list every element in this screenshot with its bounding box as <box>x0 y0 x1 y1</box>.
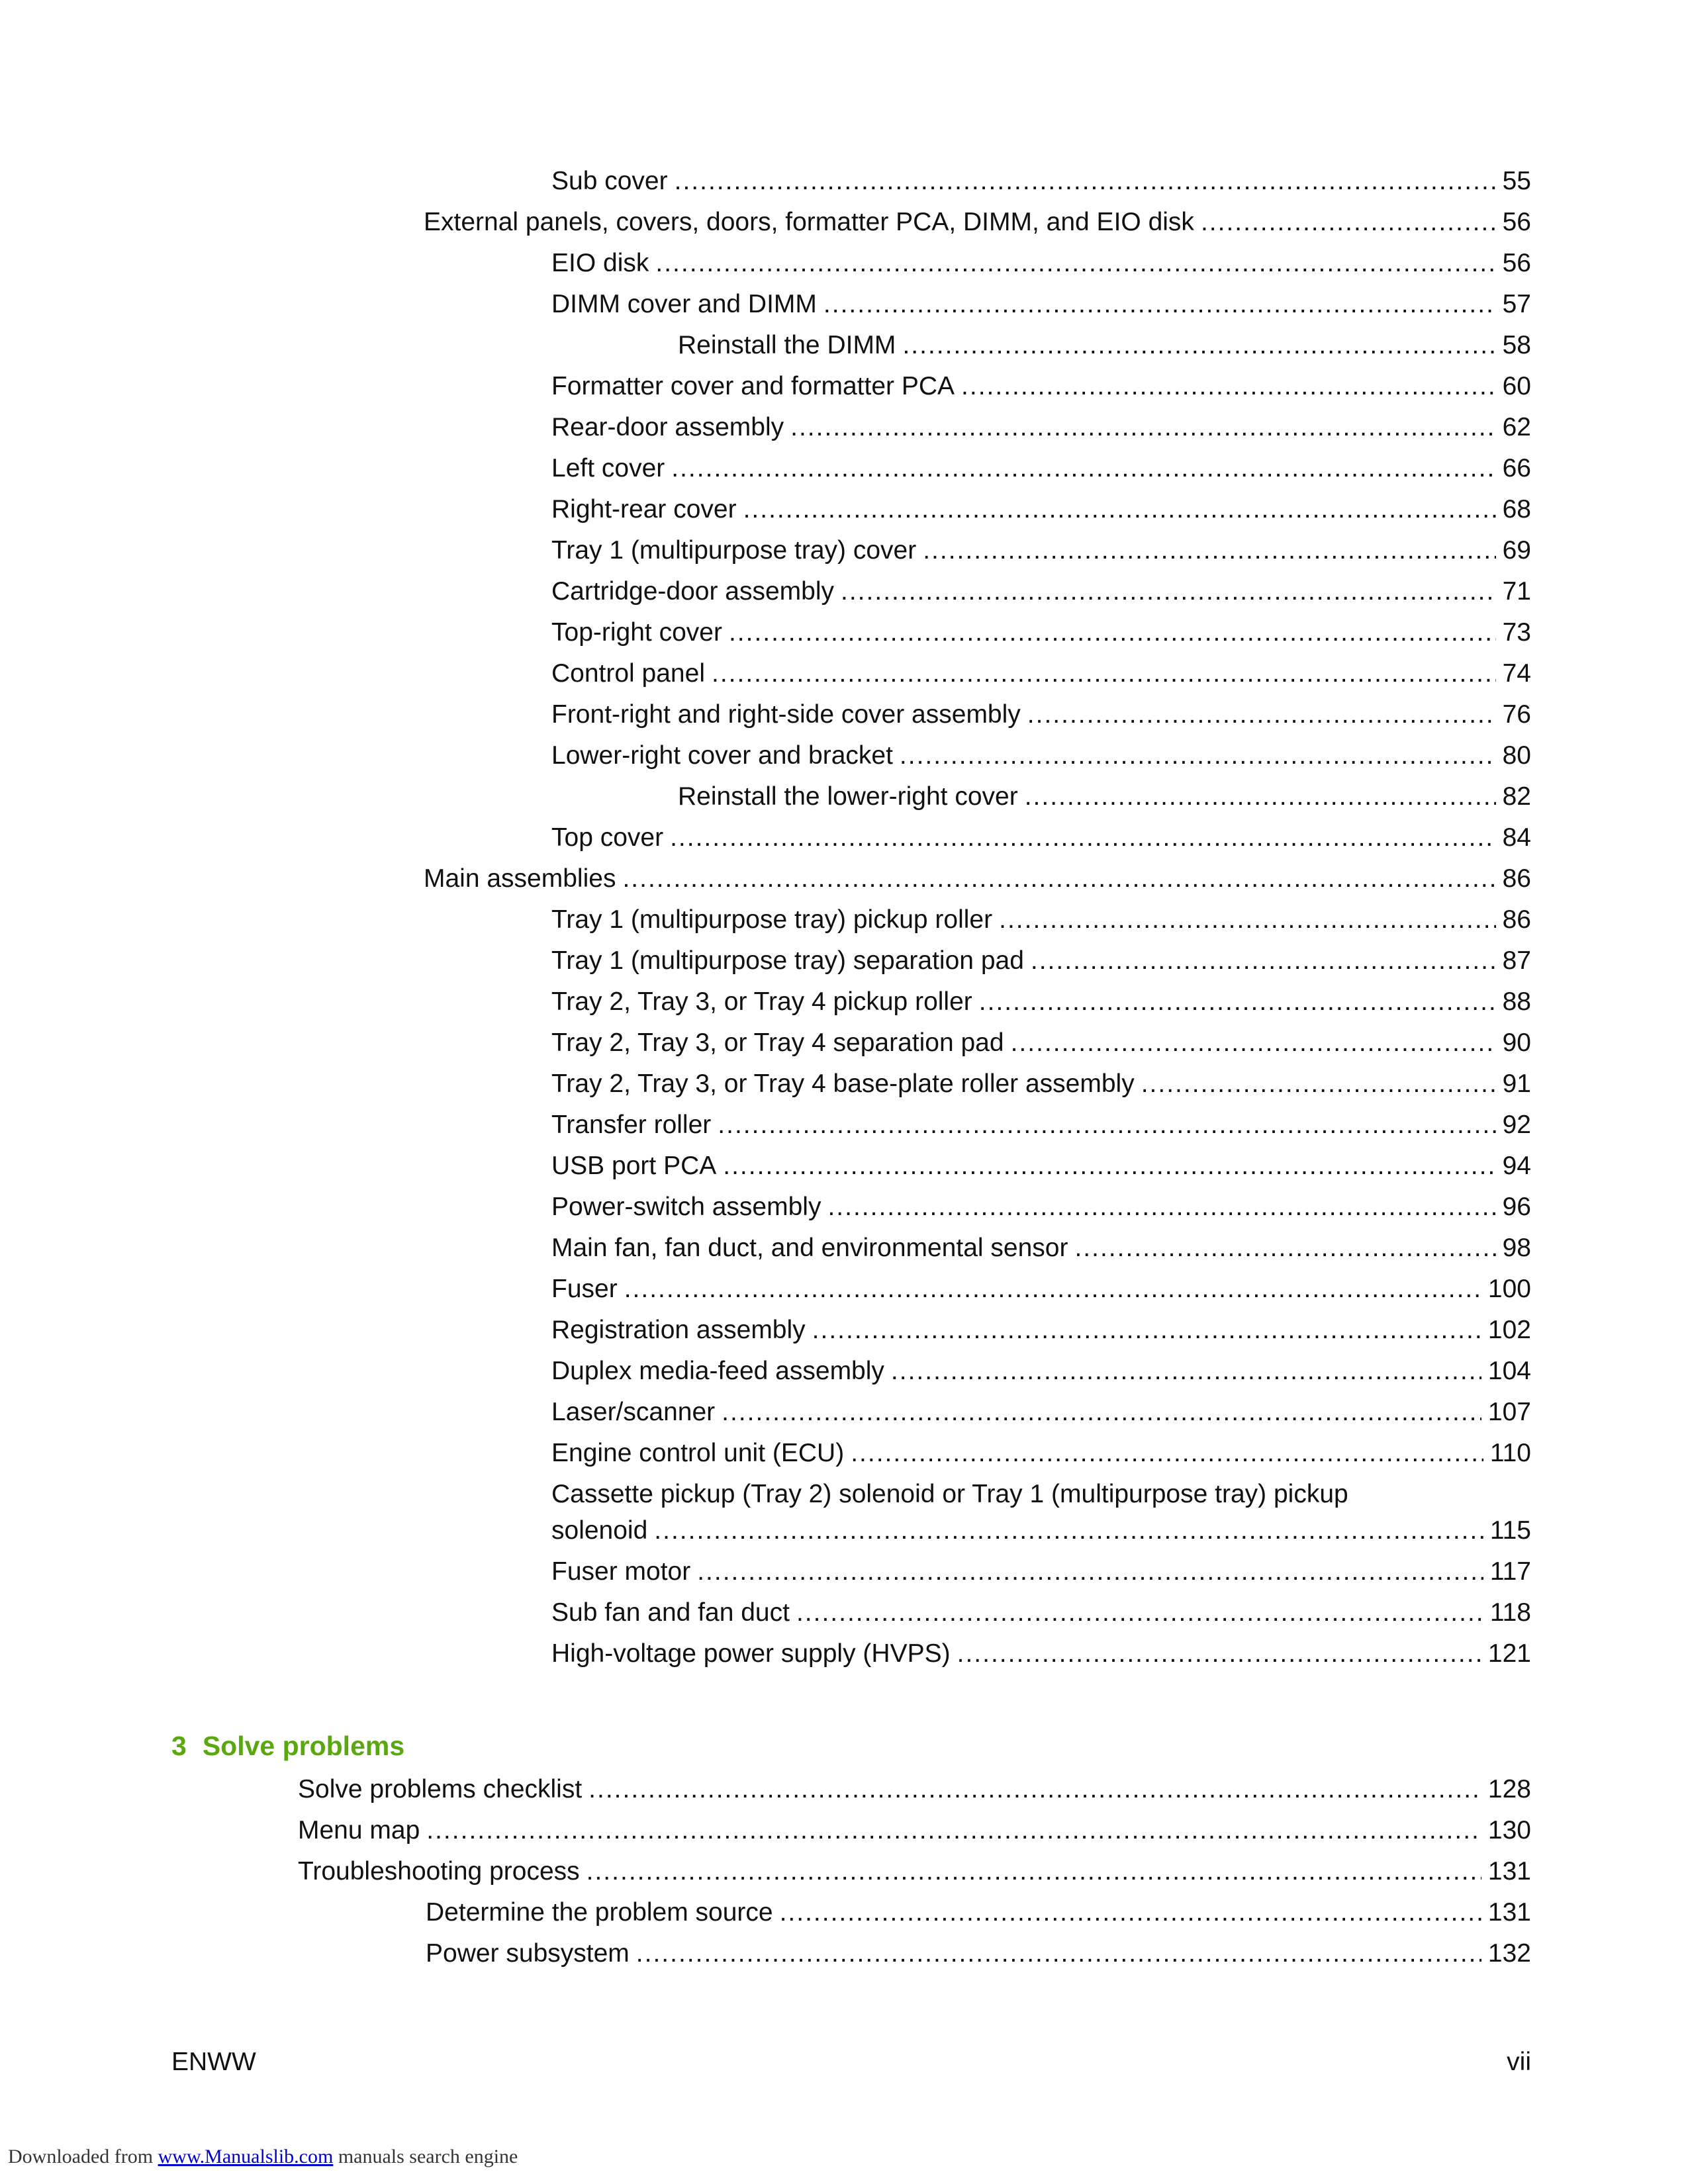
toc-page-number: 87 <box>1502 946 1531 975</box>
toc-entry-text: Tray 1 (multipurpose tray) separation pad <box>551 946 1024 975</box>
toc-page-number: 91 <box>1502 1069 1531 1098</box>
toc-page-number: 68 <box>1502 495 1531 523</box>
chapter-number: 3 <box>171 1731 187 1761</box>
dot-leader <box>588 1774 1481 1805</box>
toc-page-number: 86 <box>1502 864 1531 893</box>
toc-page-number: 132 <box>1487 1939 1531 1968</box>
toc-page-number: 84 <box>1502 823 1531 852</box>
manualslib-link[interactable]: www.Manualslib.com <box>158 2146 334 2167</box>
toc-entry-text: Menu map <box>298 1816 420 1844</box>
toc-entry-text: Determine the problem source <box>426 1898 773 1927</box>
toc-page-number: 118 <box>1489 1598 1531 1627</box>
toc-entry-text-continued: solenoid <box>551 1516 648 1545</box>
toc-page-number: 110 <box>1489 1439 1531 1467</box>
toc-page-number: 82 <box>1502 782 1531 811</box>
toc-entry-text: Solve problems checklist <box>298 1775 583 1803</box>
toc-entry-text: Tray 2, Tray 3, or Tray 4 separation pad <box>551 1028 1004 1057</box>
chapter-title: Solve problems <box>202 1731 405 1761</box>
toc-entry-text: Right-rear cover <box>551 495 737 523</box>
toc-entry-text: Troubleshooting process <box>298 1857 580 1886</box>
toc-entry[interactable] <box>298 1774 1531 1805</box>
toc-entry-text: Sub fan and fan duct <box>551 1598 790 1627</box>
toc-page-number: 92 <box>1502 1111 1531 1139</box>
toc-page-number: 80 <box>1502 741 1531 770</box>
toc-page-number: 102 <box>1487 1316 1531 1344</box>
toc-entry[interactable] <box>426 1938 1531 1970</box>
toc-page-number: 55 <box>1502 167 1531 195</box>
toc-page-number: 131 <box>1487 1898 1531 1927</box>
toc-page-number: 71 <box>1502 577 1531 606</box>
toc-entry[interactable] <box>298 1815 1531 1846</box>
toc-page-number: 74 <box>1502 659 1531 688</box>
toc-page-number: 88 <box>1502 987 1531 1016</box>
toc-page-number: 128 <box>1487 1775 1531 1803</box>
toc-entry-text: Cartridge-door assembly <box>551 577 835 606</box>
toc-entry-text: Formatter cover and formatter PCA <box>551 372 955 400</box>
toc-page-number: 115 <box>1489 1516 1531 1545</box>
toc-entry-text: Sub cover <box>551 167 668 195</box>
toc-entry-text: Control panel <box>551 659 705 688</box>
toc-entry-text: DIMM cover and DIMM <box>551 290 817 318</box>
toc-entry[interactable] <box>426 1897 1531 1929</box>
dot-leader <box>586 1856 1481 1888</box>
toc-entry-text: Power-switch assembly <box>551 1193 821 1221</box>
toc-entry-text: Top cover <box>551 823 664 852</box>
dot-leader <box>636 1938 1481 1970</box>
toc-page-number: 62 <box>1502 413 1531 441</box>
toc-entry-text: Left cover <box>551 454 665 482</box>
footer-page-number: vii <box>1507 2048 1531 2076</box>
toc-entry-text: Main fan, fan duct, and environmental sensor <box>551 1234 1068 1262</box>
dot-leader <box>426 1815 1481 1846</box>
toc-page-number: 69 <box>1502 536 1531 565</box>
toc-page-number: 66 <box>1502 454 1531 482</box>
toc-entry-text: Reinstall the lower-right cover <box>678 782 1018 811</box>
toc-entry-text: External panels, covers, doors, formatter PCA, DIMM, and EIO disk <box>424 208 1194 236</box>
toc-entry-text: Tray 2, Tray 3, or Tray 4 base-plate roller assembly <box>551 1069 1135 1098</box>
toc-page-number: 98 <box>1502 1234 1531 1262</box>
toc-page-number: 131 <box>1487 1857 1531 1886</box>
toc-entry-text: Transfer roller <box>551 1111 712 1139</box>
toc-page-number: 56 <box>1502 249 1531 277</box>
toc-page-number: 96 <box>1502 1193 1531 1221</box>
toc-page-number: 57 <box>1502 290 1531 318</box>
toc-page-number: 56 <box>1502 208 1531 236</box>
toc-entry-text: Fuser motor <box>551 1557 691 1586</box>
toc-entry-text: Tray 1 (multipurpose tray) pickup roller <box>551 905 993 934</box>
toc-page-number: 86 <box>1502 905 1531 934</box>
toc-entry-text: Engine control unit (ECU) <box>551 1439 845 1467</box>
toc-entry-text: Registration assembly <box>551 1316 806 1344</box>
toc-page-number: 73 <box>1502 618 1531 647</box>
toc-entry-text: Fuser <box>551 1275 618 1303</box>
toc-entry-text: USB port PCA <box>551 1152 717 1180</box>
toc-page-number: 117 <box>1489 1557 1531 1586</box>
footer-doc-code: ENWW <box>171 2048 256 2076</box>
toc-entry-text: Power subsystem <box>426 1939 630 1968</box>
download-note <box>8 2146 518 2168</box>
toc-entry-text: Reinstall the DIMM <box>678 331 896 359</box>
dot-leader <box>780 1897 1481 1929</box>
toc-entry-text: Main assemblies <box>424 864 616 893</box>
download-note-prefix: Downloaded from <box>8 2146 154 2167</box>
toc-entry-text: Lower-right cover and bracket <box>551 741 893 770</box>
toc-entry[interactable] <box>298 1856 1531 1888</box>
toc-page-number: 76 <box>1502 700 1531 729</box>
toc-page-number: 60 <box>1502 372 1531 400</box>
toc-entry-text: Front-right and right-side cover assembly <box>551 700 1021 729</box>
toc-entry-text: Duplex media-feed assembly <box>551 1357 884 1385</box>
download-note-suffix: manuals search engine <box>338 2146 518 2167</box>
toc-page-number: 90 <box>1502 1028 1531 1057</box>
toc-entry-text: Tray 1 (multipurpose tray) cover <box>551 536 917 565</box>
toc-entry-text: Tray 2, Tray 3, or Tray 4 pickup roller <box>551 987 972 1016</box>
toc-entry-text: EIO disk <box>551 249 649 277</box>
toc-page-number: 121 <box>1487 1639 1531 1668</box>
toc-entry-text: Laser/scanner <box>551 1398 716 1426</box>
toc-page-number: 58 <box>1502 331 1531 359</box>
toc-entry-text: Cassette pickup (Tray 2) solenoid or Tray 1 (multipurpose tray) pickup <box>551 1480 1348 1508</box>
toc-page-number: 104 <box>1487 1357 1531 1385</box>
toc-entry-text: Rear-door assembly <box>551 413 784 441</box>
toc-page-number: 107 <box>1487 1398 1531 1426</box>
toc-entry-text: High-voltage power supply (HVPS) <box>551 1639 951 1668</box>
toc-page-number: 130 <box>1487 1816 1531 1844</box>
toc-page-number: 100 <box>1487 1275 1531 1303</box>
toc-entry-text: Top-right cover <box>551 618 722 647</box>
toc-page-number: 94 <box>1502 1152 1531 1180</box>
